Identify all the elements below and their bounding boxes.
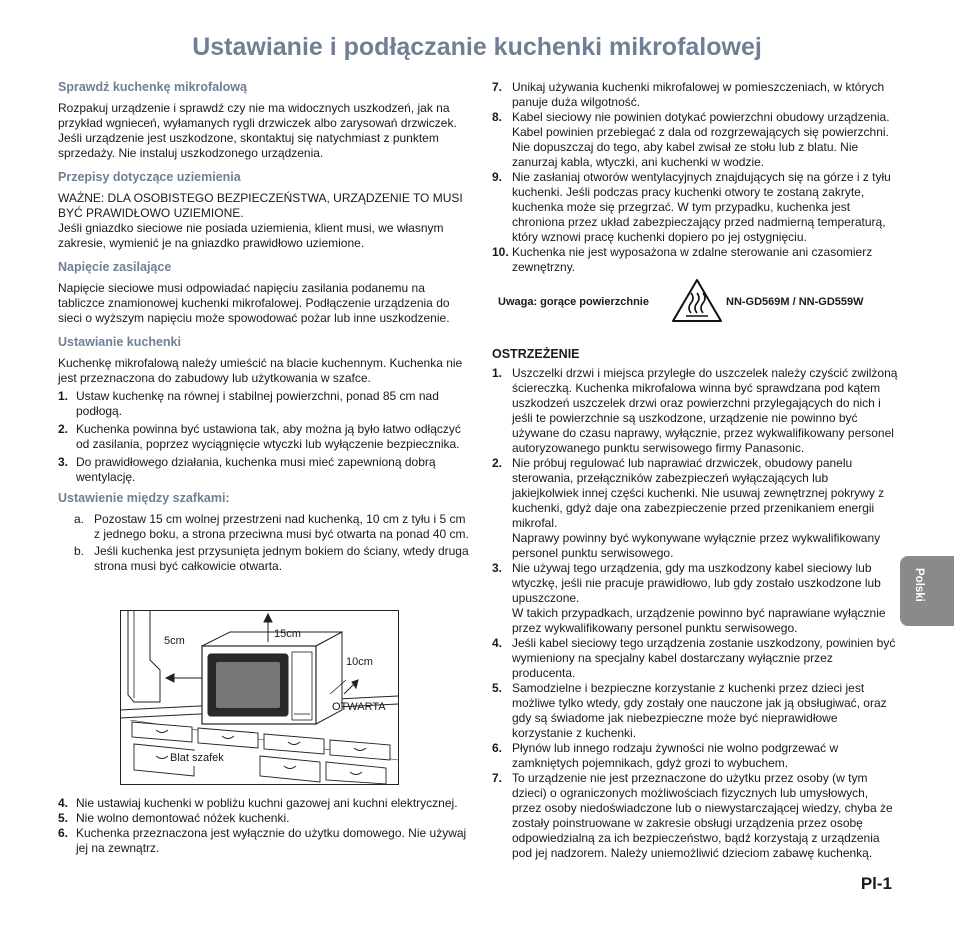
- list-item: 4. Jeśli kabel sieciowy tego urządzenia zostanie uszkodzony, powinien być wymieniony na specjalny kabel dostarczany wyłącznie przez producenta.: [492, 636, 896, 680]
- language-tab: [900, 556, 954, 626]
- list-item: 8. Kabel sieciowy nie powinien dotykać powierzchni obudowy urządzenia. Kabel powinien przebiegać z dala od rozgrzewających się powierzchni. Nie dopuszczaj do tego, aby kabel zwisał ze stołu lub z blatu. Nie zanurzaj kabla, wtyczki, ani kuchenki w wodzie.: [492, 110, 890, 169]
- cabinets-list: [58, 512, 470, 574]
- list-item: 1. Uszczelki drzwi i miejsca przyległe do uszczelek należy czyścić zwilżoną ściereczką. Kuchenka mikrofalowa winna być sprawdzana pod kątem uszkodzeń uszczelek drzwi oraz powierzchni przylegających do nich i jeśli te powierzchnie są uszkodzone, urządzenie nie powinno być używane do czasu naprawy, wyłącznie, przez wykwalifikowany personel autoryzowanego punktu serwisowego firmy Panasonic.: [492, 366, 898, 455]
- list-item: 3. Nie używaj tego urządzenia, gdy ma uszkodzony kabel sieciowy lub wtyczkę, jeśli nie pracuje prawidłowo, lub gdy zostało uszkodzone lub upuszczone. W takich przypadkach, urządzenie powinno być naprawiane wyłącznie przez wykwalifikowany personel punktu serwisowego.: [492, 561, 886, 635]
- language-tab-label: Polski: [913, 568, 925, 602]
- list-item: 6. Kuchenka przeznaczona jest wyłącznie do użytku domowego. Nie używaj jej na zewnątrz.: [58, 826, 467, 855]
- label-counter: Blat szafek: [170, 752, 224, 764]
- label-open: OTWARTA: [332, 701, 386, 713]
- list-item: 7. To urządzenie nie jest przeznaczone do użytku przez osoby (w tym dzieci) o ograniczonych możliwościach fizycznych lub umysłowych, przez osoby niedoświadczone lub o niewystarczającej wiedzy, chyba że zostały poinstruowane w zakresie obsługi urządzenia przez osobę odpowiedzialną za ich bezpieczeństwo, bądź korzystają z urządzenia pod jej nadzorem. Należy uniemożliwić dzieciom zabawę kuchenką.: [492, 771, 893, 860]
- placement-list: [58, 389, 470, 485]
- section-heading-cabinets: Ustawienie między szafkami:: [58, 491, 230, 505]
- check-text: Rozpakuj urządzenie i sprawdź czy nie ma widocznych uszkodzeń, jak na przykład wgnieceń, wyłamanych rygli drzwiczek albo zarysowań drzwiczek. Jeśli urządzenie jest uszkodzone, skontaktuj się natychmiast z punktem sprzedaży. Nie instaluj uszkodzonego urządzenia.: [58, 101, 457, 160]
- ground-important: WAŻNE: DLA OSOBISTEGO BEZPIECZEŃSTWA, URZĄDZENIE TO MUSI BYĆ PRAWIDŁOWO UZIEMIONE.: [58, 191, 463, 220]
- voltage-text: Napięcie sieciowe musi odpowiadać napięciu zasilania podanemu na tabliczce znamionowej kuchenki mikrofalowej. Podłączenie urządzenia do sieci o wyższym napięciu może spowodować pożar lub inne uszkodzenie.: [58, 281, 450, 325]
- left-bottom-list: [58, 796, 470, 856]
- list-item: 6. Płynów lub innego rodzaju żywności nie wolno podgrzewać w zamkniętych pojemnikach, gdyż grozi to wybuchem.: [492, 741, 839, 770]
- list-item: 5. Samodzielne i bezpieczne korzystanie z kuchenki przez dzieci jest możliwe tylko wtedy, gdy zostały one nauczone jak ją obsługiwać, oraz gdy są świadome jak niebezpieczne może być nieprawidłowe korzystanie z kuchenki.: [492, 681, 887, 740]
- list-item: 3. Do prawidłowego działania, kuchenka musi mieć zapewnioną dobrą wentylację.: [58, 455, 436, 484]
- section-heading-placement: Ustawianie kuchenki: [58, 335, 181, 349]
- hot-surface-label: Uwaga: gorące powierzchnie: [498, 296, 649, 308]
- list-item: 2. Nie próbuj regulować lub naprawiać drzwiczek, obudowy panelu sterowania, przełączników zabezpieczeń wyłączających lub jakiejkolwiek innej części kuchenki. Nie usuwaj zewnętrznej pokrywy z kuchenki, gdyż daje ona zabezpieczenie przed przenikaniem energii mikrofal. Naprawy powinny być wykonywane wyłącznie przez wykwalifikowany personel punktu serwisowego.: [492, 456, 885, 560]
- ground-text: Jeśli gniazdko sieciowe nie posiada uziemienia, klient musi, we własnym zakresie, wymienić je na gniazdko prawidłowo uziemione.: [58, 221, 444, 250]
- section-heading-voltage: Napięcie zasilające: [58, 260, 172, 274]
- label-10cm: 10cm: [346, 656, 373, 668]
- hot-surface-icon: [670, 277, 724, 325]
- label-5cm: 5cm: [164, 635, 185, 647]
- page-number: Pl-1: [860, 874, 892, 893]
- right-column: [492, 80, 898, 861]
- section-heading-check: Sprawdź kuchenkę mikrofalową: [58, 80, 247, 94]
- warning-heading: OSTRZEŻENIE: [492, 347, 580, 361]
- placement-diagram: [120, 610, 400, 785]
- hot-surface-notice: [492, 283, 898, 333]
- warning-list: [492, 366, 898, 861]
- list-item: 7. Unikaj używania kuchenki mikrofalowej w pomieszczeniach, w których panuje duża wilgotność.: [492, 80, 885, 109]
- section-heading-ground: Przepisy dotyczące uziemienia: [58, 170, 241, 184]
- list-item: b. Jeśli kuchenka jest przysunięta jednym bokiem do ściany, wtedy druga strona musi być całkowicie otwarta.: [74, 544, 469, 573]
- left-column: [58, 80, 470, 574]
- right-items-list: [492, 80, 898, 275]
- diagram-drawing: [120, 610, 400, 785]
- model-numbers: NN-GD569M / NN-GD559W: [726, 296, 864, 308]
- label-15cm: 15cm: [274, 628, 301, 640]
- list-item: a. Pozostaw 15 cm wolnej przestrzeni nad kuchenką, 10 cm z tyłu i 5 cm z jednego boku, a strona przeciwna musi być otwarta na ponad 40 cm.: [74, 512, 469, 541]
- list-item: 4. Nie ustawiaj kuchenki w pobliżu kuchni gazowej ani kuchni elektrycznej.: [58, 796, 458, 810]
- list-item: 2. Kuchenka powinna być ustawiona tak, aby można ją było łatwo odłączyć od zasilania, poprzez wyciągnięcie wtyczki lub wyłączenie bezpiecznika.: [58, 422, 461, 451]
- more-items-list: [58, 796, 470, 856]
- placement-intro: Kuchenkę mikrofalową należy umieścić na blacie kuchennym. Kuchenka nie jest przeznaczona do zabudowy lub użytkowania w szafce.: [58, 356, 463, 385]
- list-item: 5. Nie wolno demontować nóżek kuchenki.: [58, 811, 290, 825]
- list-item: 9. Nie zasłaniaj otworów wentylacyjnych znajdujących się na górze i z tyłu kuchenki. Jeśli podczas pracy kuchenki otwory te zostaną zakryte, kuchenka może się przegrzać. W tym przypadku, kuchenka jest chroniona przez układ zabezpieczający przed nadmierną temperaturą, który wznowi pracę kuchenki dopiero po jej ostygnięciu.: [492, 170, 891, 244]
- page-title: Ustawianie i podłączanie kuchenki mikrofalowej: [192, 33, 762, 61]
- list-item: 1. Ustaw kuchenkę na równej i stabilnej powierzchni, ponad 85 cm nad podłogą.: [58, 389, 439, 418]
- list-item: 10. Kuchenka nie jest wyposażona w zdalne sterowanie ani czasomierz zewnętrzny.: [492, 245, 873, 274]
